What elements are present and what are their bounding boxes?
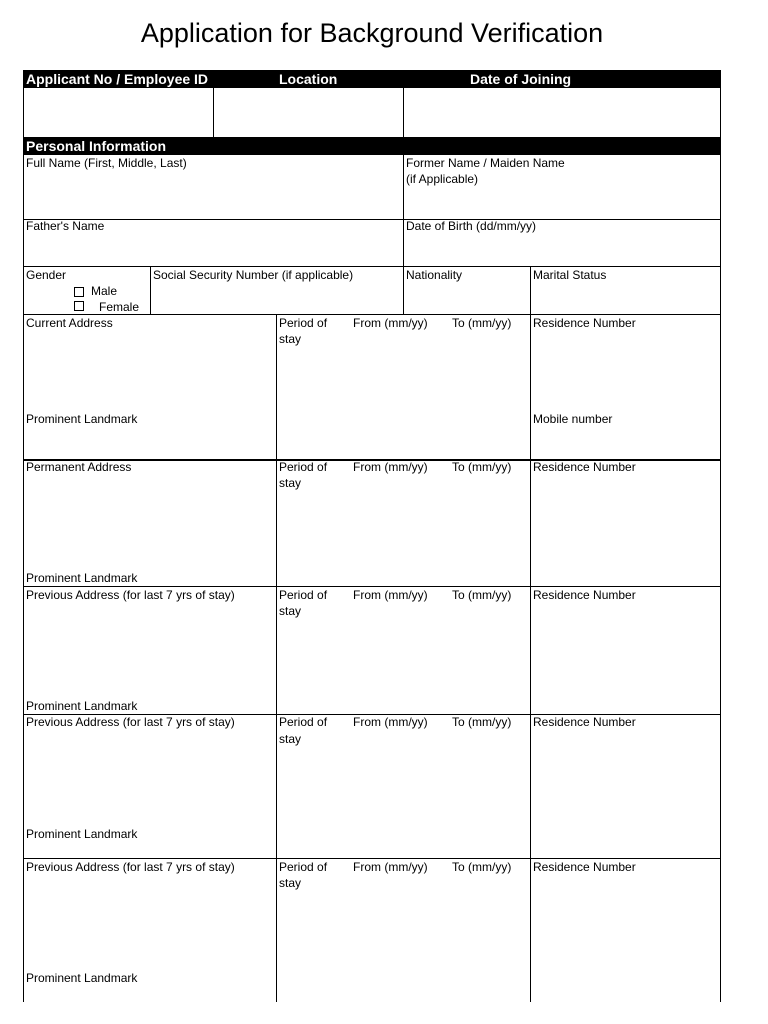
full-name-field[interactable] bbox=[24, 172, 402, 218]
fathers-name-label: Father's Name bbox=[26, 219, 105, 233]
to-label: To (mm/yy) bbox=[452, 715, 512, 729]
residence-number-label: Residence Number bbox=[533, 860, 636, 874]
landmark-label: Prominent Landmark bbox=[26, 971, 138, 985]
nationality-field[interactable] bbox=[404, 284, 529, 313]
dob-label: Date of Birth (dd/mm/yy) bbox=[406, 219, 537, 233]
to-label: To (mm/yy) bbox=[452, 588, 512, 602]
gender-label: Gender bbox=[26, 268, 67, 282]
fathers-name-field[interactable] bbox=[24, 236, 402, 265]
date-of-joining-label: Date of Joining bbox=[470, 71, 572, 87]
mobile-number-label: Mobile number bbox=[533, 412, 613, 426]
border-right bbox=[720, 88, 721, 1002]
address-label: Permanent Address bbox=[26, 460, 132, 474]
residence-number-label: Residence Number bbox=[533, 715, 636, 729]
to-label: To (mm/yy) bbox=[452, 460, 512, 474]
personal-info-bar bbox=[23, 137, 721, 155]
applicant-id-label: Applicant No / Employee ID bbox=[26, 71, 209, 87]
from-label: From (mm/yy) bbox=[353, 316, 428, 330]
marital-status-field[interactable] bbox=[531, 284, 719, 313]
col-line bbox=[276, 314, 277, 1002]
ssn-label: Social Security Number (if applicable) bbox=[153, 268, 354, 282]
from-label: From (mm/yy) bbox=[353, 460, 428, 474]
period-label-stay: stay bbox=[279, 332, 302, 346]
previous-address-field[interactable] bbox=[24, 605, 275, 695]
marital-status-label: Marital Status bbox=[533, 268, 607, 282]
from-label: From (mm/yy) bbox=[353, 715, 428, 729]
female-checkbox[interactable] bbox=[74, 301, 84, 311]
location-label: Location bbox=[279, 71, 338, 87]
male-checkbox[interactable] bbox=[74, 287, 84, 297]
address-label: Current Address bbox=[26, 316, 113, 330]
landmark-label: Prominent Landmark bbox=[26, 699, 138, 713]
to-label: To (mm/yy) bbox=[452, 316, 512, 330]
personal-info-heading: Personal Information bbox=[26, 138, 167, 154]
applicant-id-field[interactable] bbox=[24, 89, 213, 137]
previous-address-field[interactable] bbox=[24, 877, 275, 967]
header-bar bbox=[23, 70, 721, 88]
dob-field[interactable] bbox=[404, 236, 720, 265]
col-line bbox=[530, 314, 531, 1002]
period-label: Period of bbox=[279, 715, 328, 729]
female-label: Female bbox=[99, 300, 140, 314]
period-label-stay: stay bbox=[279, 732, 302, 746]
residence-number-label: Residence Number bbox=[533, 316, 636, 330]
period-label: Period of bbox=[279, 860, 328, 874]
former-name-note: (if Applicable) bbox=[406, 172, 479, 186]
former-name-label: Former Name / Maiden Name bbox=[406, 156, 565, 170]
residence-number-label: Residence Number bbox=[533, 460, 636, 474]
current-address-field[interactable] bbox=[24, 332, 275, 408]
to-label: To (mm/yy) bbox=[452, 860, 512, 874]
period-label: Period of bbox=[279, 460, 328, 474]
nationality-label: Nationality bbox=[406, 268, 463, 282]
address-label: Previous Address (for last 7 yrs of stay) bbox=[26, 588, 235, 602]
period-label: Period of bbox=[279, 588, 328, 602]
period-label-stay: stay bbox=[279, 604, 302, 618]
ssn-field[interactable] bbox=[151, 284, 402, 313]
permanent-address-field[interactable] bbox=[24, 477, 275, 567]
landmark-label: Prominent Landmark bbox=[26, 412, 138, 426]
male-label: Male bbox=[91, 284, 118, 298]
date-of-joining-field[interactable] bbox=[404, 89, 720, 137]
row-line bbox=[23, 219, 721, 220]
former-name-field[interactable] bbox=[404, 188, 720, 218]
period-label-stay: stay bbox=[279, 876, 302, 890]
landmark-label: Prominent Landmark bbox=[26, 827, 138, 841]
residence-number-label: Residence Number bbox=[533, 588, 636, 602]
period-label: Period of bbox=[279, 316, 328, 330]
period-label-stay: stay bbox=[279, 476, 302, 490]
from-label: From (mm/yy) bbox=[353, 588, 428, 602]
address-label: Previous Address (for last 7 yrs of stay) bbox=[26, 715, 235, 729]
address-label: Previous Address (for last 7 yrs of stay) bbox=[26, 860, 235, 874]
full-name-label: Full Name (First, Middle, Last) bbox=[26, 156, 187, 170]
row-line bbox=[23, 266, 721, 267]
from-label: From (mm/yy) bbox=[353, 860, 428, 874]
page-title: Application for Background Verification bbox=[140, 18, 604, 48]
previous-address-field[interactable] bbox=[24, 733, 275, 823]
landmark-label: Prominent Landmark bbox=[26, 571, 138, 585]
location-field[interactable] bbox=[214, 89, 403, 137]
